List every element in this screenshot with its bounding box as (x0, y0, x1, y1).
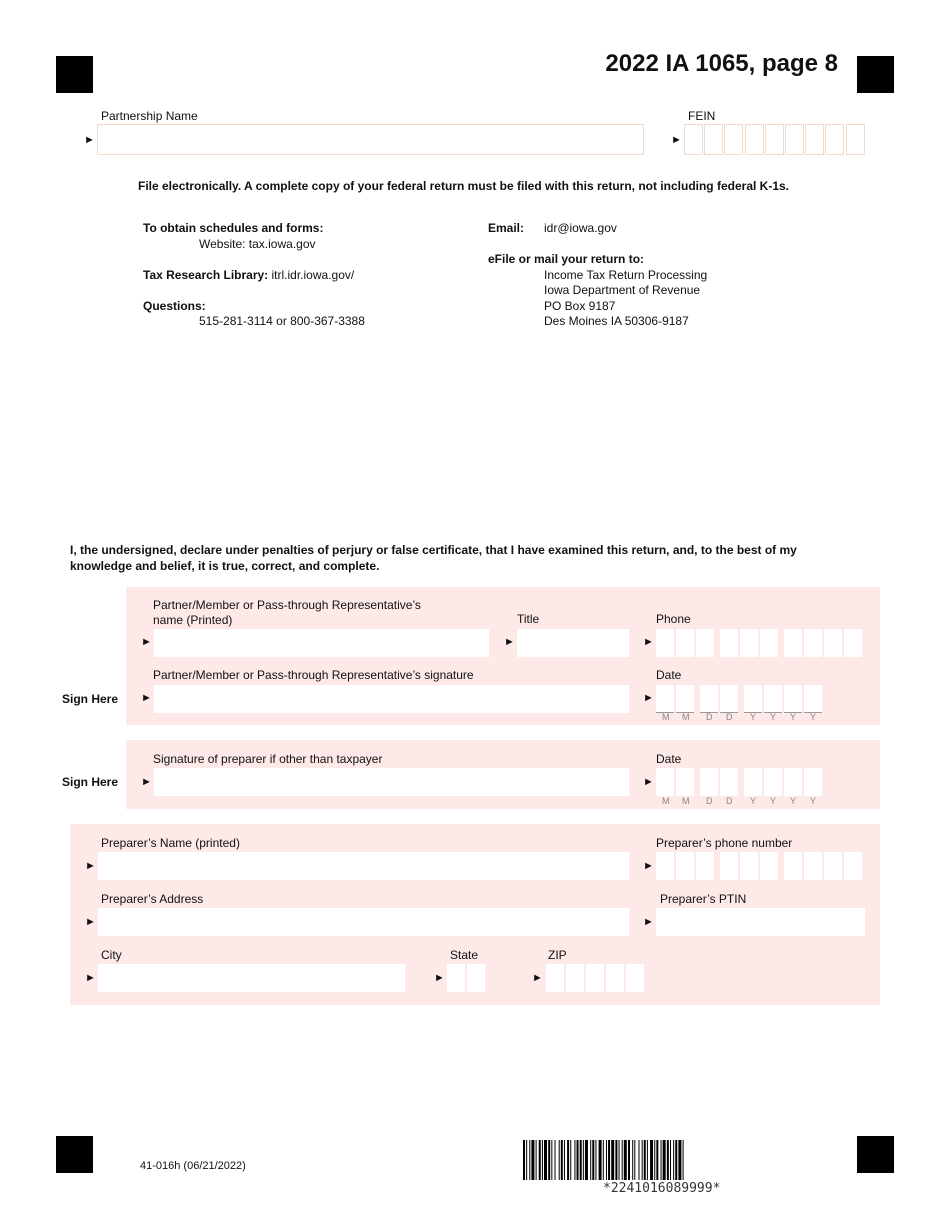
form-id: 41-016h (06/21/2022) (140, 1160, 246, 1172)
rep-name-field[interactable] (154, 629, 489, 657)
preparer-phone-digit-box[interactable] (656, 852, 674, 880)
partnership-name-field[interactable] (97, 124, 644, 155)
state-letter-box[interactable] (467, 964, 485, 992)
arrow-icon: ► (85, 916, 96, 928)
arrow-icon: ► (643, 916, 654, 928)
barcode-bar (595, 1140, 596, 1180)
zip-digit-box[interactable] (566, 964, 584, 992)
zip-digit-box[interactable] (586, 964, 604, 992)
questions-phone: 515-281-3114 or 800-367-3388 (199, 314, 365, 328)
barcode-bar (570, 1140, 571, 1180)
zip-digit-box[interactable] (626, 964, 644, 992)
barcode-bar (675, 1140, 677, 1180)
tax-library-line (143, 268, 354, 282)
barcode-bar (583, 1140, 584, 1180)
date-digit-box[interactable] (720, 685, 738, 713)
barcode-bar (639, 1140, 640, 1180)
date-format-hint: M (682, 712, 690, 722)
rep-signature-field[interactable] (154, 685, 629, 713)
preparer-signature-field[interactable] (154, 768, 629, 796)
title-field[interactable] (517, 629, 629, 657)
barcode-bar (526, 1140, 527, 1180)
phone-digit-box[interactable] (824, 629, 842, 657)
title-label: Title (517, 612, 540, 626)
email-value: idr@iowa.gov (544, 221, 617, 235)
arrow-icon: ► (141, 636, 152, 648)
arrow-icon: ► (643, 860, 654, 872)
date-format-hint: Y (810, 796, 817, 806)
arrow-icon: ► (84, 134, 95, 146)
registration-mark-bottom-left (56, 1136, 93, 1173)
preparer-address-label: Preparer’s Address (101, 892, 204, 906)
date-format-hint: Y (750, 796, 757, 806)
city-label: City (101, 948, 122, 962)
date-digit-box[interactable] (764, 768, 782, 796)
barcode-bar (670, 1140, 671, 1180)
barcode-bar (611, 1140, 614, 1180)
phone-digit-box[interactable] (844, 629, 862, 657)
arrow-icon: ► (141, 776, 152, 788)
barcode-bar (585, 1140, 588, 1180)
city-field[interactable] (98, 964, 405, 992)
date-digit-box[interactable] (784, 768, 802, 796)
arrow-icon: ► (643, 776, 654, 788)
fein-digit-box[interactable] (805, 124, 824, 155)
date-format-hint: M (682, 796, 690, 806)
zip-digit-box[interactable] (606, 964, 624, 992)
barcode-bar (656, 1140, 658, 1180)
barcode-bar (561, 1140, 563, 1180)
phone-digit-box[interactable] (804, 629, 822, 657)
arrow-icon: ► (643, 636, 654, 648)
barcode-bar (606, 1140, 607, 1180)
date-format-hint: Y (750, 712, 757, 722)
barcode-bar (644, 1140, 646, 1180)
date-digit-box[interactable] (720, 768, 738, 796)
date-format-hint: M (662, 712, 670, 722)
barcode-bar (580, 1140, 582, 1180)
date-digit-box[interactable] (744, 768, 762, 796)
state-letter-box[interactable] (447, 964, 465, 992)
address-line: Des Moines IA 50306-9187 (544, 314, 689, 328)
barcode-graphic (523, 1140, 803, 1180)
barcode-bar (661, 1140, 662, 1180)
address-line: Iowa Department of Revenue (544, 283, 701, 297)
date-label: Date (656, 752, 682, 766)
tax-library-label: Tax Research Library: (143, 268, 269, 282)
preparer-name-field[interactable] (98, 852, 629, 880)
arrow-icon: ► (141, 692, 152, 704)
barcode-bar (642, 1140, 643, 1180)
preparer-phone-digit-box[interactable] (676, 852, 694, 880)
arrow-icon: ► (504, 636, 515, 648)
date-format-hint: M (662, 796, 670, 806)
barcode-bar (678, 1140, 681, 1180)
barcode-bar (608, 1140, 610, 1180)
barcode-bar (544, 1140, 547, 1180)
arrow-icon: ► (85, 860, 96, 872)
barcode-bar (667, 1140, 669, 1180)
barcode-bar (539, 1140, 541, 1180)
date-label: Date (656, 668, 682, 682)
questions-label: Questions: (143, 299, 206, 313)
address-line: Income Tax Return Processing (544, 268, 708, 282)
date-format-hint: D (726, 712, 733, 722)
barcode-bar (551, 1140, 552, 1180)
preparer-phone-digit-box[interactable] (844, 852, 862, 880)
barcode-bar (564, 1140, 565, 1180)
fein-digit-box[interactable] (704, 124, 723, 155)
date-format-hint: Y (790, 796, 797, 806)
phone-digit-box[interactable] (784, 629, 802, 657)
barcode-bar (624, 1140, 627, 1180)
barcode-bar (619, 1140, 620, 1180)
date-digit-box[interactable] (700, 685, 718, 713)
barcode (523, 1140, 803, 1180)
barcode-bar (654, 1140, 655, 1180)
phone-digit-box[interactable] (760, 629, 778, 657)
rep-name-label: Partner/Member or Pass-through Representative’s (153, 598, 421, 612)
date-digit-box[interactable] (744, 685, 762, 713)
barcode-bar (523, 1140, 525, 1180)
barcode-bar (683, 1140, 684, 1180)
state-label: State (450, 948, 479, 962)
zip-digit-box[interactable] (546, 964, 564, 992)
preparer-phone-digit-box[interactable] (760, 852, 778, 880)
fein-label: FEIN (688, 109, 716, 123)
preparer-phone-digit-box[interactable] (740, 852, 758, 880)
barcode-bar (567, 1140, 569, 1180)
date-digit-box[interactable] (656, 685, 674, 713)
barcode-bar (577, 1140, 579, 1180)
preparer-phone-digit-box[interactable] (784, 852, 802, 880)
phone-digit-box[interactable] (656, 629, 674, 657)
fein-digit-box[interactable] (765, 124, 784, 155)
date-format-hint: D (726, 796, 733, 806)
date-digit-box[interactable] (676, 768, 694, 796)
page-title: 2022 IA 1065, page 8 (605, 50, 838, 77)
phone-digit-box[interactable] (676, 629, 694, 657)
rep-signature-label: Partner/Member or Pass-through Representative’s signature (153, 668, 474, 682)
arrow-icon: ► (643, 692, 654, 704)
tax-library-url: itrl.idr.iowa.gov/ (271, 268, 355, 282)
barcode-text: *2241016089999* (603, 1181, 721, 1196)
fein-digit-box[interactable] (745, 124, 764, 155)
date-format-hint: Y (770, 796, 777, 806)
barcode-bar (536, 1140, 537, 1180)
fein-digit-box[interactable] (825, 124, 844, 155)
date-digit-box[interactable] (656, 768, 674, 796)
preparer-phone-digit-box[interactable] (720, 852, 738, 880)
website-text: Website: tax.iowa.gov (199, 237, 316, 251)
arrow-icon: ► (671, 134, 682, 146)
phone-digit-box[interactable] (696, 629, 714, 657)
barcode-bar (628, 1140, 630, 1180)
fein-digit-box[interactable] (684, 124, 703, 155)
registration-mark-top-left (56, 56, 93, 93)
preparer-ptin-field[interactable] (656, 908, 865, 936)
date-format-hint: Y (770, 712, 777, 722)
barcode-bar (632, 1140, 633, 1180)
sign-here-label: Sign Here (62, 692, 119, 706)
declaration-text: I, the undersigned, declare under penalties of perjury or false certificate, that I have examined this return, and, to the best of my knowledge and belief, it is true, correct, and complete. (70, 543, 797, 573)
arrow-icon: ► (532, 972, 543, 984)
mail-label: eFile or mail your return to: (488, 252, 645, 266)
date-digit-box[interactable] (676, 685, 694, 713)
preparer-phone-label: Preparer’s phone number (656, 836, 793, 850)
date-digit-box[interactable] (700, 768, 718, 796)
barcode-bar (590, 1140, 591, 1180)
preparer-ptin-label: Preparer’s PTIN (660, 892, 747, 906)
date-format-hint: Y (810, 712, 817, 722)
registration-mark-top-right (857, 56, 894, 93)
preparer-signature-label: Signature of preparer if other than taxpayer (153, 752, 383, 766)
phone-label: Phone (656, 612, 691, 626)
barcode-bar (559, 1140, 560, 1180)
obtain-forms-label: To obtain schedules and forms: (143, 221, 324, 235)
barcode-bar (531, 1140, 534, 1180)
barcode-bar (555, 1140, 556, 1180)
barcode-bar (592, 1140, 594, 1180)
preparer-phone-digit-box[interactable] (824, 852, 842, 880)
date-digit-box[interactable] (764, 685, 782, 713)
arrow-icon: ► (85, 972, 96, 984)
date-format-hint: Y (790, 712, 797, 722)
preparer-phone-digit-box[interactable] (804, 852, 822, 880)
date-digit-box[interactable] (804, 768, 822, 796)
rep-name-label-2: name (Printed) (153, 613, 233, 627)
date-digit-box[interactable] (804, 685, 822, 713)
barcode-bar (650, 1140, 653, 1180)
preparer-address-field[interactable] (98, 908, 629, 936)
date-format-hint: D (706, 712, 713, 722)
barcode-bar (634, 1140, 635, 1180)
barcode-bar (548, 1140, 550, 1180)
zip-label: ZIP (548, 948, 567, 962)
barcode-bar (673, 1140, 674, 1180)
phone-digit-box[interactable] (720, 629, 738, 657)
email-label: Email: (488, 221, 525, 235)
barcode-bar (542, 1140, 543, 1180)
fein-digit-box[interactable] (724, 124, 743, 155)
phone-digit-box[interactable] (740, 629, 758, 657)
barcode-bar (622, 1140, 623, 1180)
arrow-icon: ► (434, 972, 445, 984)
barcode-bar (615, 1140, 617, 1180)
barcode-bar (599, 1140, 602, 1180)
registration-mark-bottom-right (857, 1136, 894, 1173)
address-line: PO Box 9187 (544, 299, 616, 313)
partnership-name-label: Partnership Name (101, 109, 198, 123)
barcode-bar (574, 1140, 575, 1180)
barcode-bar (603, 1140, 604, 1180)
file-notice: File electronically. A complete copy of your federal return must be filed with this return, not including federal K-1s. (138, 179, 789, 193)
fein-digit-box[interactable] (846, 124, 865, 155)
date-format-hint: D (706, 796, 713, 806)
barcode-bar (647, 1140, 648, 1180)
preparer-name-label: Preparer’s Name (printed) (101, 836, 240, 850)
sign-here-label: Sign Here (62, 775, 119, 789)
barcode-bar (529, 1140, 530, 1180)
barcode-bar (663, 1140, 666, 1180)
date-digit-box[interactable] (784, 685, 802, 713)
fein-digit-box[interactable] (785, 124, 804, 155)
preparer-phone-digit-box[interactable] (696, 852, 714, 880)
